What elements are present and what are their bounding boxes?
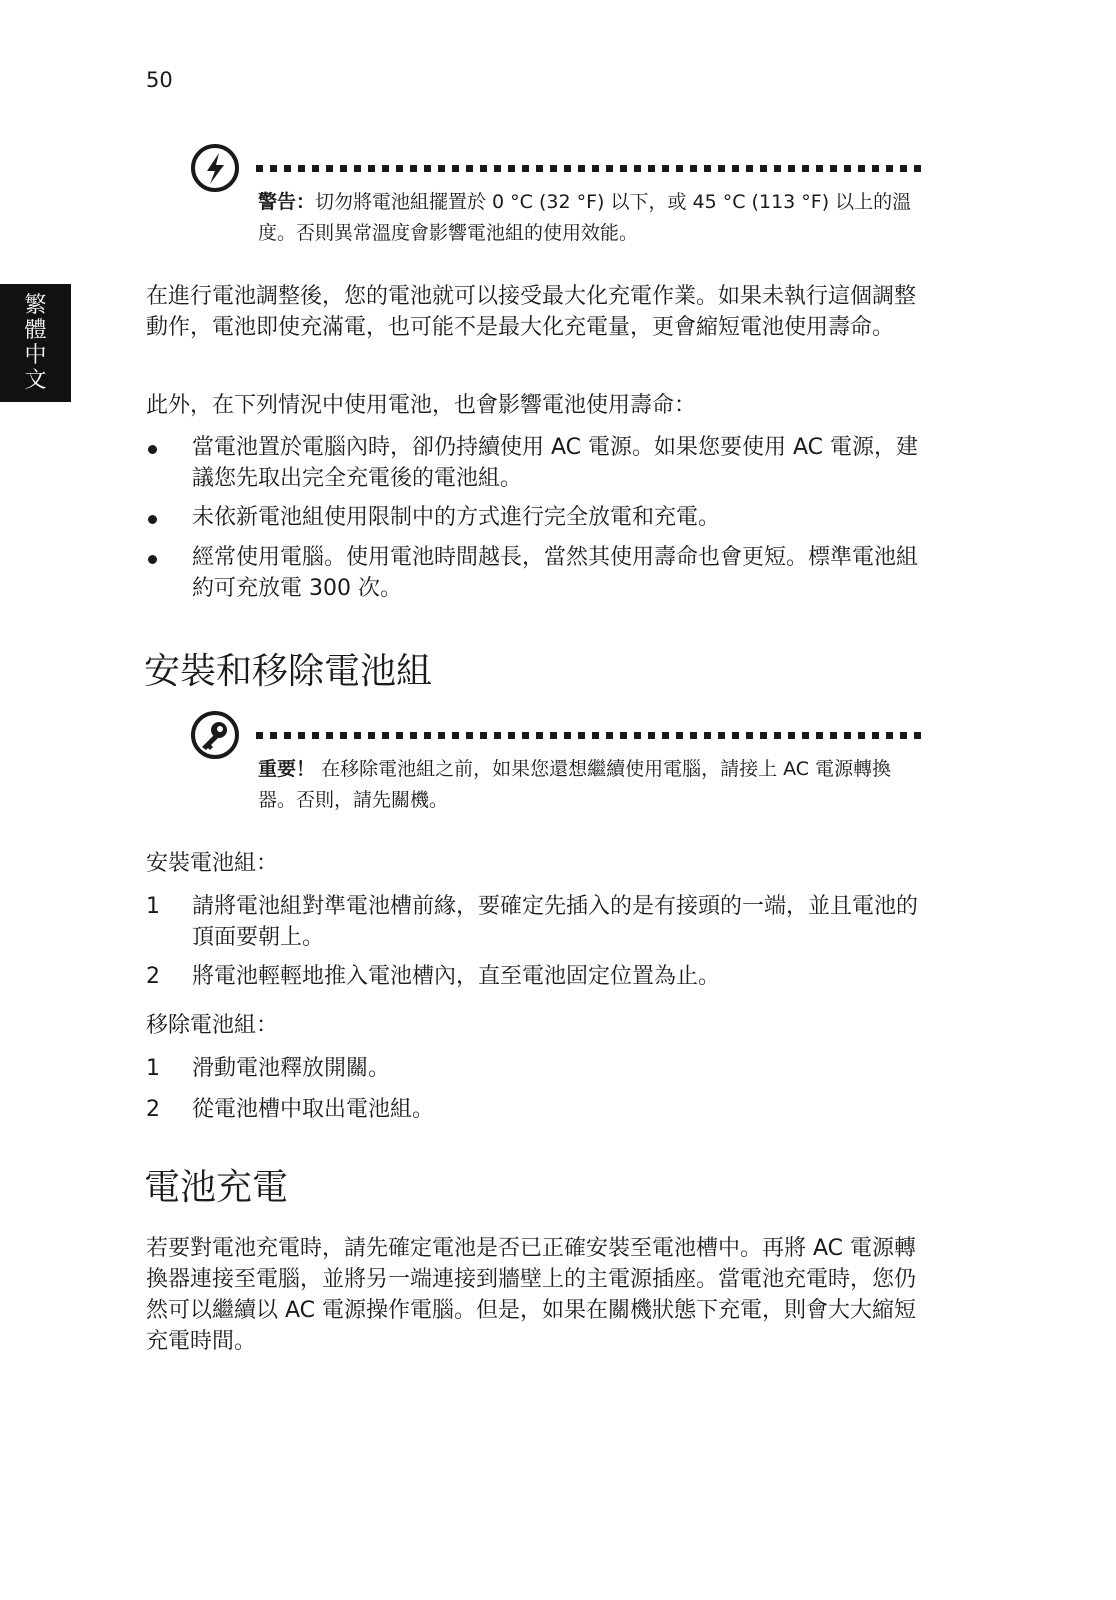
lightning-warning-icon [190, 143, 240, 193]
step-number: 1 [146, 1056, 160, 1081]
paragraph-calibration: 在進行電池調整後，您的電池就可以接受最大化充電作業。如果未執行這個調整動作，電池即使充滿電，也可能不是最大化充電量，更會縮短電池使用壽命。 [146, 284, 917, 340]
important-label: 重要！ [258, 758, 316, 780]
list-item-text: 經常使用電腦。使用電池時間越長，當然其使用壽命也會更短。標準電池組約可充放電 300 次。 [192, 545, 919, 601]
side-tab-char: 文 [24, 368, 47, 393]
warning-notice [190, 143, 950, 253]
bullet-icon [148, 445, 157, 454]
important-text [258, 754, 918, 816]
remove-step [146, 1053, 936, 1084]
step-number: 2 [146, 964, 160, 989]
warning-text [258, 187, 918, 249]
step-text: 從電池槽中取出電池組。 [192, 1097, 435, 1122]
bullet-icon [148, 515, 157, 524]
list-item-text: 未依新電池組使用限制中的方式進行完全放電和充電。 [192, 505, 721, 530]
install-step [146, 961, 936, 992]
list-item [146, 542, 936, 604]
paragraph-conditions: 此外，在下列情況中使用電池，也會影響電池使用壽命： [146, 393, 697, 418]
side-tab-char: 中 [24, 343, 47, 368]
side-tab-char: 體 [24, 318, 47, 343]
list-item [146, 432, 936, 494]
language-side-tab [0, 284, 71, 402]
paragraph-charging: 若要對電池充電時，請先確定電池是否已正確安裝至電池槽中。再將 AC 電源轉換器連接至電腦，並將另一端連接到牆壁上的主電源插座。當電池充電時，您仍然可以繼續以 AC 電源操作電腦。但是，如果在關機狀態下充電，則會大大縮短充電時間。 [146, 1236, 917, 1354]
install-title: 安裝電池組： [146, 851, 279, 876]
list-item [146, 502, 936, 533]
section-heading-charging: 電池充電 [144, 1167, 289, 1208]
list-item-text: 當電池置於電腦內時，卻仍持續使用 AC 電源。如果您要使用 AC 電源，建議您先取出完全充電後的電池組。 [192, 435, 919, 491]
section-heading-install-remove: 安裝和移除電池組 [144, 651, 433, 692]
step-number: 2 [146, 1097, 160, 1122]
step-number: 1 [146, 894, 160, 919]
install-step [146, 891, 936, 953]
warning-body: 切勿將電池組擺置於 0 °C (32 °F) 以下，或 45 °C (113 °F) 以上的溫度。否則異常溫度會影響電池組的使用效能。 [258, 191, 912, 244]
bullet-icon [148, 555, 157, 564]
important-body: 在移除電池組之前，如果您還想繼續使用電腦，請接上 AC 電源轉換器。否則，請先關機。 [258, 758, 892, 811]
important-notice [190, 710, 950, 820]
page-number: 50 [146, 68, 173, 92]
step-text: 滑動電池釋放開關。 [192, 1056, 391, 1081]
warning-label: 警告： [258, 191, 316, 213]
remove-step [146, 1094, 936, 1125]
step-text: 將電池輕輕地推入電池槽內，直至電池固定位置為止。 [192, 964, 721, 989]
side-tab-char: 繁 [24, 293, 47, 318]
key-important-icon [190, 710, 240, 760]
step-text: 請將電池組對準電池槽前緣，要確定先插入的是有接頭的一端，並且電池的頂面要朝上。 [192, 894, 919, 950]
remove-title: 移除電池組： [146, 1013, 279, 1038]
dotted-rule [256, 165, 928, 172]
dotted-rule [256, 732, 928, 739]
